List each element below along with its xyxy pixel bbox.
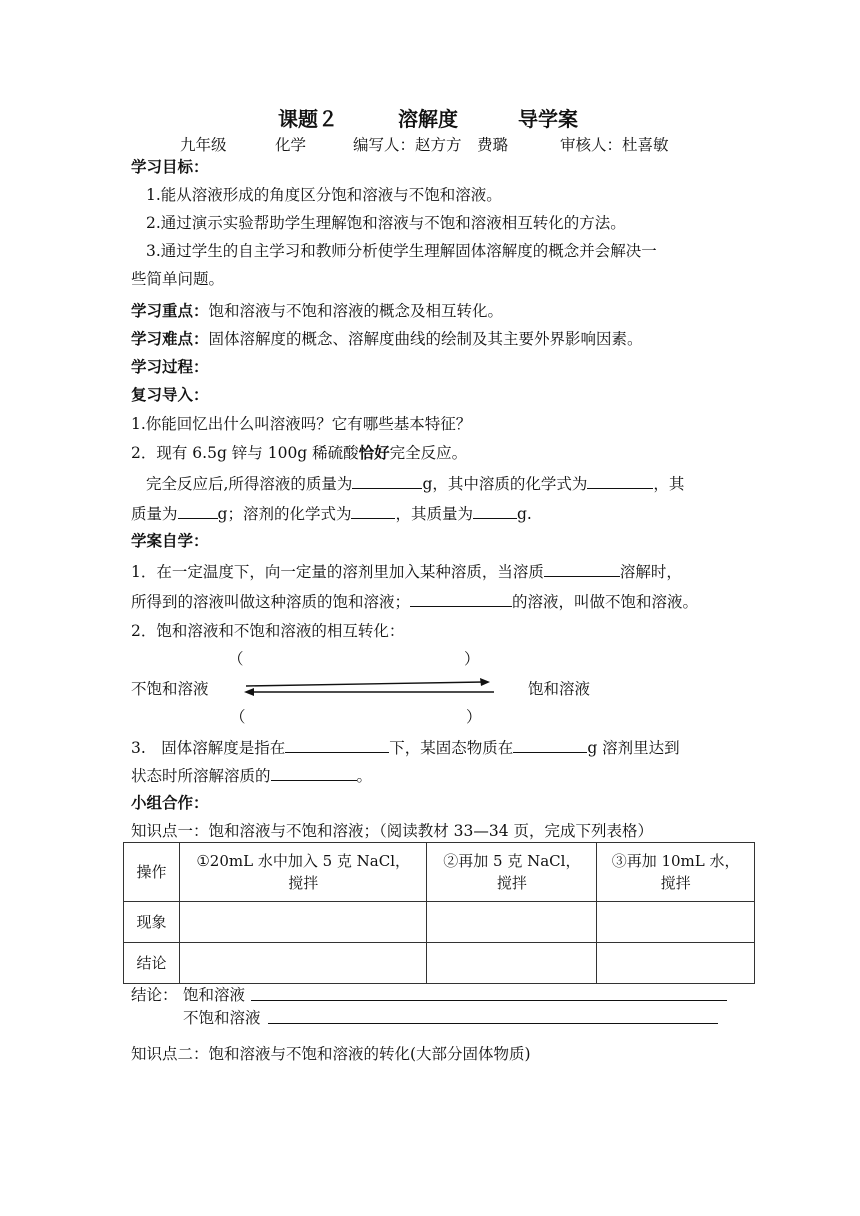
objective-item-3: 3.通过学生的自主学习和教师分析使学生理解固体溶解度的概念并会解决一 [146,242,657,260]
grade-label: 九年级 [180,136,227,154]
q2-line1-text-a: 完全反应后,所得溶液的质量为 [146,475,353,493]
table-row [124,843,755,902]
op-1-line-2: 搅拌 [288,874,319,892]
op-3-line-2: 搅拌 [660,874,691,892]
review-heading: 复习导入： [131,386,209,404]
op-cell-2 [427,843,597,902]
conclusion-cell-3[interactable] [597,943,755,984]
s1-text-a: 1．在一定温度下，向一定量的溶剂里加入某种溶质，当溶质 [131,563,544,581]
conclusion-unsaturated-label: 不饱和溶液 [183,1009,261,1027]
group-heading: 小组合作： [131,794,209,812]
q2-line2-text-d: g. [516,505,532,523]
review-q2-line2 [131,502,532,525]
objective-item-2: 2.通过演示实验帮助学生理解饱和溶液与不饱和溶液相互转化的方法。 [146,214,626,232]
blank-saturated-conclusion[interactable] [251,1000,727,1001]
saturated-label: 饱和溶液 [528,680,591,698]
process-heading: 学习过程： [131,358,209,376]
q2-line2-text-a: 质量为 [131,505,178,523]
op-2-line-2: 搅拌 [496,874,527,892]
row-label-phenomenon: 现象 [124,902,180,943]
review-question-1: 1.你能回忆出什么叫溶液吗？它有哪些基本特征？ [131,415,472,433]
conclusion-saturated-label: 饱和溶液 [183,986,246,1004]
reviewer-label: 审核人：杜喜敏 [560,136,669,154]
self-study-3-line1 [131,736,680,759]
experiment-table [123,842,755,984]
q2-line1-text-c: ，其 [653,475,685,493]
blank-temperature[interactable] [285,736,389,753]
review-q2-bold: 恰好 [358,444,390,462]
arrow-head-left [244,688,254,696]
knowledge-point-1: 知识点一：饱和溶液与不饱和溶液；（阅读教材 33—34 页，完成下列表格） [131,822,654,840]
review-q2-line1 [146,472,684,495]
op-cell-3 [597,843,755,902]
s3-text-e: 。 [356,767,373,785]
op-1-line-1: ①20mL 水中加入 5 克 NaCl， [196,852,411,870]
phenomenon-cell-1[interactable] [179,902,427,943]
blank-solute-mass-def[interactable] [271,764,357,781]
paren-top-close: ） [464,650,480,668]
s3-text-b: 下，某固态物质在 [389,739,514,757]
knowledge-point-2: 知识点二：饱和溶液与不饱和溶液的转化(大部分固体物质) [131,1045,531,1063]
q2-line1-text-b: g，其中溶质的化学式为 [422,475,588,493]
q2-line2-text-b: g；溶剂的化学式为 [217,505,352,523]
op-cell-1 [179,843,427,902]
key-points [131,300,503,322]
conversion-arrows [240,676,502,698]
s1-text-d: 的溶液，叫做不饱和溶液。 [512,593,699,611]
self-study-1-line2 [131,590,698,613]
paren-top-open: （ [228,650,244,668]
phenomenon-cell-3[interactable] [597,902,755,943]
self-study-3-line2 [131,764,372,787]
blank-solute-condition[interactable] [544,560,620,577]
difficulties-text: 固体溶解度的概念、溶解度曲线的绘制及其主要外界影响因素。 [208,330,643,348]
q2-line2-text-c: ，其质量为 [395,505,473,523]
row-label-operation: 操作 [124,843,180,902]
self-study-heading: 学案自学： [131,532,209,550]
blank-solvent-mass[interactable] [473,502,517,519]
blank-solution-mass[interactable] [352,472,422,489]
blank-solvent-formula[interactable] [351,502,395,519]
review-question-2 [131,442,467,464]
s3-text-d: 状态时所溶解溶质的 [131,767,271,785]
table-row [124,943,755,984]
s1-text-b: 溶解时， [619,563,682,581]
conclusion-cell-2[interactable] [427,943,597,984]
page-title: 课题２ 溶解度 导学案 [278,107,578,131]
op-2-line-1: ②再加 5 克 NaCl， [443,852,581,870]
objective-item-3-cont: 些简单问题。 [131,270,225,288]
key-points-heading: 学习重点： [131,302,209,320]
key-points-text: 饱和溶液与不饱和溶液的概念及相互转化。 [208,302,504,320]
arrow-to-saturated [246,682,484,686]
arrow-head-right [480,678,490,686]
self-study-1-line1 [131,560,682,583]
writer-label: 编写人：赵方方 费璐 [353,136,509,154]
objectives-heading: 学习目标： [131,158,209,176]
paren-bottom-open: （ [230,708,246,726]
blank-unsaturated-def[interactable] [410,590,512,607]
table-row [124,902,755,943]
s3-text-a: 3. 固体溶解度是指在 [131,739,286,757]
review-q2-text-b: 完全反应。 [389,444,468,462]
blank-solvent-amount[interactable] [513,736,587,753]
conclusion-cell-1[interactable] [179,943,427,984]
blank-unsaturated-conclusion[interactable] [268,1023,718,1024]
blank-solute-formula[interactable] [587,472,653,489]
row-label-conclusion: 结论 [124,943,180,984]
blank-solute-mass[interactable] [178,502,218,519]
s3-text-c: g 溶剂里达到 [587,739,680,757]
review-q2-text-a: 2．现有 6.5g 锌与 100g 稀硫酸 [131,444,359,462]
s1-text-c: 所得到的溶液叫做这种溶质的饱和溶液； [131,593,411,611]
phenomenon-cell-2[interactable] [427,902,597,943]
difficulties-heading: 学习难点： [131,330,209,348]
conclusion-label: 结论： [131,986,178,1004]
objective-item-1: 1.能从溶液形成的角度区分饱和溶液与不饱和溶液。 [146,186,502,204]
paren-bottom-close: ） [466,708,482,726]
difficulties [131,328,643,350]
subject-label: 化学 [275,136,307,154]
self-study-2: 2．饱和溶液和不饱和溶液的相互转化： [131,622,405,640]
op-3-line-1: ③再加 10mL 水， [611,852,740,870]
unsaturated-label: 不饱和溶液 [131,680,209,698]
